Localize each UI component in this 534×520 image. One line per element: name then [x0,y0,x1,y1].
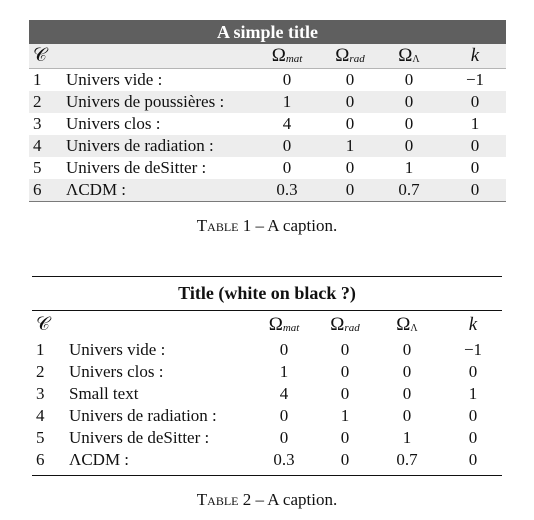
row-number: 4 [36,406,45,425]
cell-omega-rad: 0 [340,384,350,403]
cell-k: 1 [470,114,480,133]
cell-k: 0 [468,450,478,469]
table-row [29,91,506,113]
row-name: Univers vide : [69,340,166,359]
table-row [29,135,506,157]
cell-k: 0 [470,136,480,155]
cell-omega-lambda: 1 [402,428,412,447]
header-c-symbol: 𝒞 [36,314,50,335]
cell-omega-lambda: 0 [404,114,414,133]
row-name: Univers clos : [66,114,161,133]
row-name: Univers de radiation : [69,406,217,425]
cell-omega-rad: 0 [345,114,355,133]
table-row [32,383,502,405]
cell-omega-mat: 4 [279,384,289,403]
cell-omega-rad: 0 [340,340,350,359]
cell-omega-lambda: 0 [404,136,414,155]
row-number: 1 [36,340,45,359]
cell-omega-lambda: 1 [404,158,414,177]
cell-omega-lambda: 0 [402,384,412,403]
cell-omega-mat: 0.3 [276,180,298,199]
row-number: 1 [33,70,42,89]
row-name: Univers vide : [66,70,163,89]
cell-k: 0 [468,428,478,447]
row-name: Univers de deSitter : [69,428,210,447]
row-number: 6 [36,450,45,469]
header-omega-rad: Ω $_{rad}$ [335,45,365,66]
cell-omega-mat: 0 [279,406,289,425]
row-number: 5 [33,158,42,177]
table-row [32,339,502,361]
cell-omega-lambda: 0 [404,70,414,89]
cell-k: 0 [470,92,480,111]
cell-k: 0 [468,362,478,381]
row-name: Univers clos : [69,362,164,381]
table-row [32,405,502,427]
row-number: 3 [33,114,42,133]
cell-omega-mat: 0 [279,428,289,447]
cell-omega-mat: 0 [279,340,289,359]
table-row [29,179,506,201]
table-1-header-row [29,44,506,69]
cell-omega-rad: 0 [345,92,355,111]
row-number: 6 [33,180,42,199]
table-row [29,113,506,135]
header-omega-mat: Ω $_{mat}$ [271,45,303,66]
row-name: ΛCDM : [66,180,127,199]
header-k: k [470,45,480,66]
cell-k: −1 [463,340,483,359]
header-c-symbol: 𝒞 [33,45,47,66]
row-name: Univers de deSitter : [66,158,207,177]
cell-omega-rad: 1 [345,136,355,155]
cell-omega-mat: 1 [279,362,289,381]
row-name: Univers de poussières : [66,92,225,111]
header-omega-lambda: Ω $_\Lambda$ [398,45,420,66]
header-omega-rad: Ω $_{rad}$ [330,314,360,335]
cell-k: −1 [465,70,485,89]
cell-k: 0 [468,406,478,425]
cell-omega-lambda: 0 [402,362,412,381]
cell-omega-rad: 0 [340,450,350,469]
cell-k: 0 [470,180,480,199]
row-number: 2 [36,362,45,381]
cell-omega-lambda: 0.7 [396,450,418,469]
table-2-caption: Table 2 – A caption. [196,490,338,509]
cell-omega-rad: 0 [345,180,355,199]
table-row [29,157,506,179]
cell-omega-lambda: 0 [402,406,412,425]
table-1-title: A simple title [29,20,506,44]
cell-omega-rad: 0 [345,70,355,89]
cell-omega-rad: 0 [345,158,355,177]
cell-omega-rad: 0 [340,362,350,381]
table-2-title: Title (white on black ?) [32,277,502,311]
row-number: 5 [36,428,45,447]
table-1-body [29,69,506,202]
table-row [29,69,506,91]
table-row [32,427,502,449]
cell-omega-lambda: 0 [402,340,412,359]
row-name: Univers de radiation : [66,136,214,155]
cell-omega-mat: 0 [282,136,292,155]
table-row [32,449,502,471]
table-row [32,361,502,383]
cell-omega-rad: 0 [340,428,350,447]
header-omega-lambda: Ω $_\Lambda$ [396,314,418,335]
cell-omega-lambda: 0.7 [398,180,420,199]
cell-omega-rad: 1 [340,406,350,425]
cell-omega-mat: 0.3 [273,450,295,469]
cell-omega-lambda: 0 [404,92,414,111]
header-omega-mat: Ω $_{mat}$ [268,314,300,335]
cell-k: 1 [468,384,478,403]
cell-omega-mat: 0 [282,158,292,177]
table-2-bottom-padding [32,471,502,475]
cell-omega-mat: 0 [282,70,292,89]
row-number: 2 [33,92,42,111]
table-2 [32,276,502,476]
table-1 [29,20,506,202]
cell-omega-mat: 1 [282,92,292,111]
row-name: Small text [69,384,139,403]
table-1-caption: Table 1 – A caption. [196,216,338,235]
row-number: 3 [36,384,45,403]
table-2-header-row [32,311,502,339]
cell-omega-mat: 4 [282,114,292,133]
cell-k: 0 [470,158,480,177]
row-number: 4 [33,136,42,155]
header-k: k [468,314,478,335]
row-name: ΛCDM : [69,450,130,469]
